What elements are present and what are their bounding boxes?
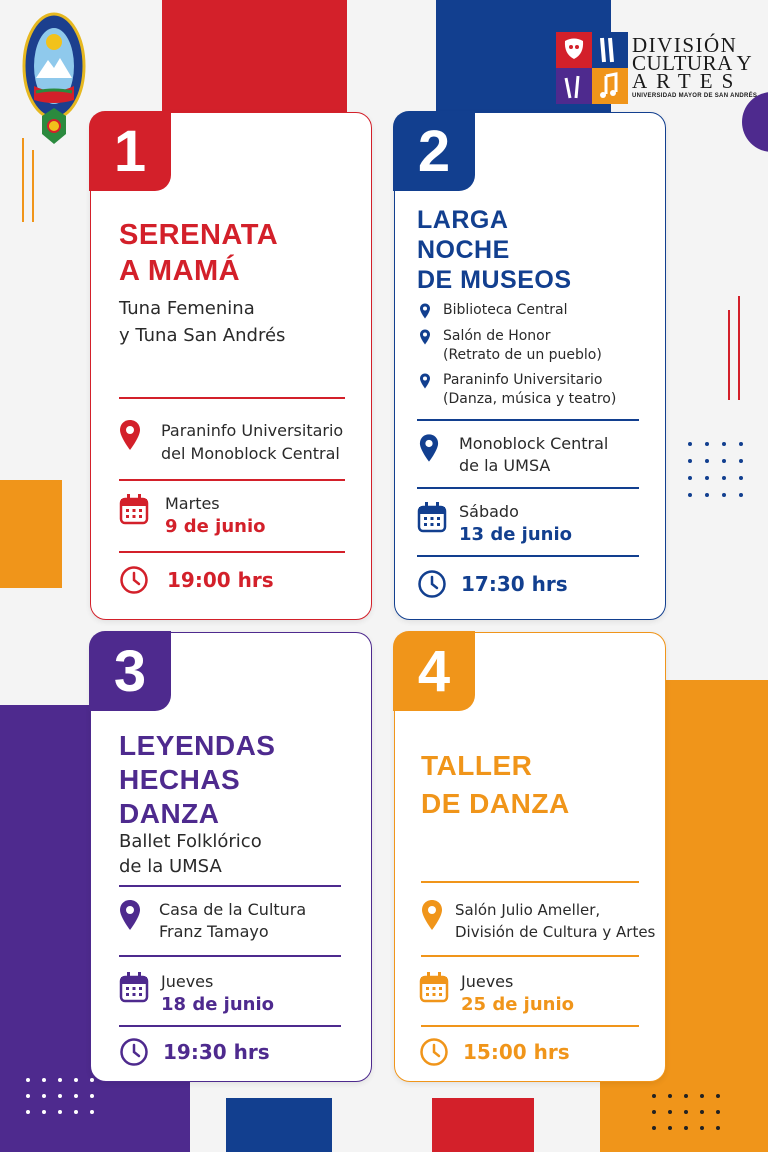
event-subtitle: Tuna Femenina y Tuna San Andrés <box>119 298 286 346</box>
university-seal-logo <box>22 8 86 150</box>
divider <box>119 479 345 481</box>
dot <box>722 459 726 463</box>
dot <box>668 1110 672 1114</box>
dot <box>684 1126 688 1130</box>
location-pin-icon <box>419 433 439 463</box>
dot <box>705 459 709 463</box>
bg-orange-block-left <box>0 480 62 588</box>
event-title: LARGA NOCHE DE MUSEOS <box>417 206 572 294</box>
clock-icon <box>417 569 447 599</box>
event-location-row <box>119 899 306 943</box>
event-card-1 <box>90 112 372 620</box>
location-pin-icon <box>419 329 431 345</box>
calendar-icon <box>119 971 149 1003</box>
dot <box>668 1126 672 1130</box>
calendar-icon <box>417 501 447 533</box>
division-cultura-logo <box>556 32 764 104</box>
dot <box>688 476 692 480</box>
dot <box>722 476 726 480</box>
event-location: Monoblock Central de la UMSA <box>459 434 609 475</box>
bg-red-line-right <box>728 310 730 400</box>
dot <box>705 442 709 446</box>
bg-red-line-right-2 <box>738 296 740 400</box>
venue-name: Paraninfo Universitario (Danza, música y teatro) <box>443 372 617 407</box>
event-number-badge: 3 <box>89 631 171 711</box>
event-card-2 <box>394 112 666 620</box>
divider <box>421 955 639 957</box>
dot <box>700 1126 704 1130</box>
event-location: Casa de la Cultura Franz Tamayo <box>159 900 307 941</box>
divider <box>421 881 639 883</box>
event-location-row <box>419 433 608 477</box>
divider <box>417 487 639 489</box>
event-number-badge: 2 <box>393 111 475 191</box>
venue-item-1 <box>419 301 568 320</box>
dot <box>58 1078 62 1082</box>
dot <box>26 1094 30 1098</box>
dot <box>700 1110 704 1114</box>
dot <box>688 442 692 446</box>
dot <box>90 1078 94 1082</box>
dot <box>74 1094 78 1098</box>
calendar-icon <box>119 493 149 525</box>
location-pin-icon <box>419 303 431 319</box>
bg-red-block-bottom <box>432 1098 534 1152</box>
dot <box>74 1110 78 1114</box>
dot <box>705 476 709 480</box>
dot <box>652 1110 656 1114</box>
division-name-line4: UNIVERSIDAD MAYOR DE SAN ANDRÉS <box>632 93 758 99</box>
event-time-row <box>419 1037 570 1067</box>
divider <box>119 551 345 553</box>
event-date-row <box>417 501 572 547</box>
dot <box>688 459 692 463</box>
dot <box>42 1110 46 1114</box>
divider <box>417 555 639 557</box>
dot <box>688 493 692 497</box>
event-time-row <box>417 569 568 599</box>
dot <box>716 1094 720 1098</box>
dot <box>90 1110 94 1114</box>
division-logo-mark <box>556 32 628 104</box>
dot <box>652 1126 656 1130</box>
clock-icon <box>419 1037 449 1067</box>
event-location: Salón Julio Ameller, División de Cultura y Artes <box>455 901 656 941</box>
dot <box>684 1094 688 1098</box>
location-pin-icon <box>119 419 141 451</box>
event-date-row <box>119 971 274 1017</box>
event-date-row <box>119 493 266 539</box>
clock-icon <box>119 565 149 595</box>
event-number-badge: 4 <box>393 631 475 711</box>
bg-blue-block-bottom <box>226 1098 332 1152</box>
event-location: Paraninfo Universitario del Monoblock Central <box>161 421 344 463</box>
event-date: 9 de junio <box>165 516 266 537</box>
dot <box>739 493 743 497</box>
dot <box>700 1094 704 1098</box>
dot <box>722 442 726 446</box>
event-subtitle: Ballet Folklórico de la UMSA <box>119 831 262 877</box>
event-number-badge: 1 <box>89 111 171 191</box>
dot <box>722 493 726 497</box>
event-day: Jueves <box>461 972 514 991</box>
bg-dot-grid-bottom-right <box>652 1094 720 1130</box>
divider <box>119 885 341 887</box>
event-time: 15:00 hrs <box>463 1040 570 1064</box>
division-name-line1: DIVISIÓN <box>632 33 738 57</box>
event-date: 18 de junio <box>161 994 275 1015</box>
dot <box>652 1094 656 1098</box>
event-date: 13 de junio <box>459 524 573 545</box>
event-title: SERENATA A MAMÁ <box>119 219 279 287</box>
bg-dot-grid-right <box>688 442 743 497</box>
divider <box>119 1025 341 1027</box>
event-day: Jueves <box>161 972 214 991</box>
dot <box>705 493 709 497</box>
event-day: Martes <box>165 494 220 513</box>
dot <box>26 1078 30 1082</box>
venue-name: Biblioteca Central <box>443 302 568 318</box>
divider <box>119 397 345 399</box>
event-time: 19:00 hrs <box>167 568 274 592</box>
event-location-row <box>421 899 655 943</box>
dot <box>716 1126 720 1130</box>
location-pin-icon <box>119 899 141 931</box>
dot <box>739 476 743 480</box>
event-location-row <box>119 419 343 465</box>
event-date-row <box>419 971 574 1017</box>
event-title: TALLER DE DANZA <box>421 750 570 819</box>
venue-item-2 <box>419 327 602 365</box>
dot <box>58 1094 62 1098</box>
event-time-row <box>119 565 274 595</box>
event-time: 19:30 hrs <box>163 1040 270 1064</box>
venue-name: Salón de Honor (Retrato de un pueblo) <box>443 328 602 363</box>
divider <box>119 955 341 957</box>
dot <box>74 1078 78 1082</box>
bg-orange-line-left-2 <box>32 150 34 222</box>
event-day: Sábado <box>459 502 519 521</box>
venue-item-3 <box>419 371 616 409</box>
dot <box>739 442 743 446</box>
location-pin-icon <box>419 373 431 389</box>
dot <box>26 1110 30 1114</box>
division-name-line3: ARTES <box>632 69 743 93</box>
event-date: 25 de junio <box>461 994 575 1015</box>
dot <box>668 1094 672 1098</box>
dot <box>90 1094 94 1098</box>
event-card-4 <box>394 632 666 1082</box>
event-title: LEYENDAS HECHAS DANZA <box>119 730 276 829</box>
location-pin-icon <box>421 899 443 931</box>
divider <box>421 1025 639 1027</box>
dot <box>58 1110 62 1114</box>
dot <box>739 459 743 463</box>
dot <box>42 1078 46 1082</box>
bg-dot-grid-bottom-left <box>26 1078 94 1114</box>
event-time: 17:30 hrs <box>461 572 568 596</box>
dot <box>684 1110 688 1114</box>
bg-orange-line-left <box>22 138 24 222</box>
event-time-row <box>119 1037 270 1067</box>
dot <box>716 1110 720 1114</box>
division-name-line2: CULTURA Y <box>632 51 753 75</box>
clock-icon <box>119 1037 149 1067</box>
bg-red-block-top <box>162 0 347 112</box>
calendar-icon <box>419 971 449 1003</box>
dot <box>42 1094 46 1098</box>
event-card-3 <box>90 632 372 1082</box>
divider <box>417 419 639 421</box>
